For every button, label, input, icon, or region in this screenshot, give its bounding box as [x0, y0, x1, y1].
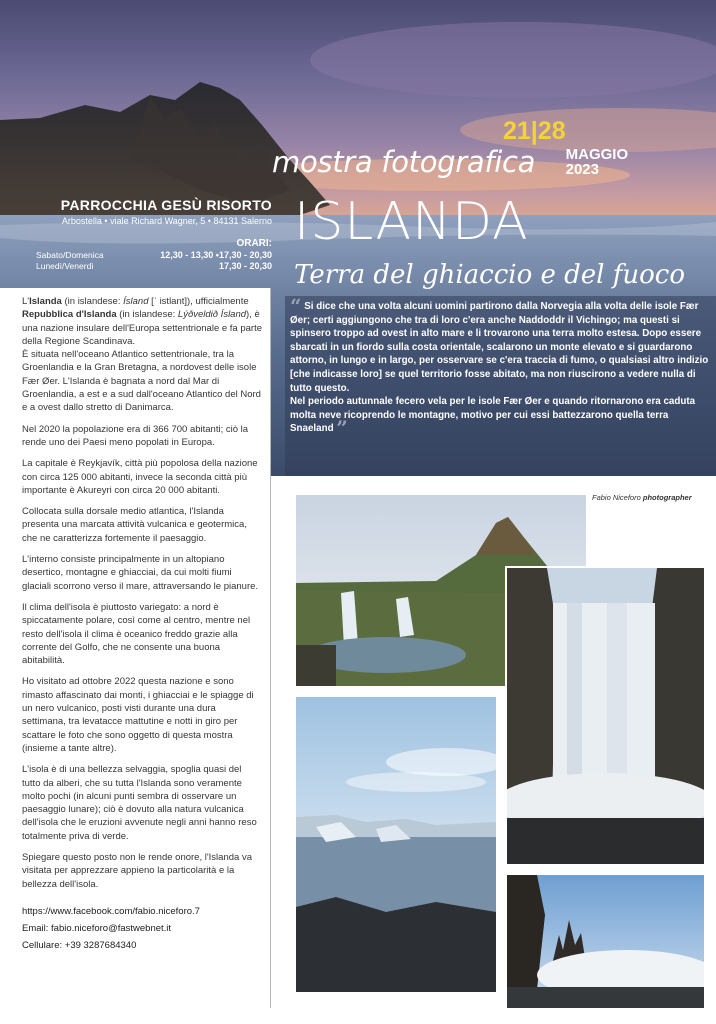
text: (in islandese:: [116, 309, 178, 321]
text: È situata nell'oceano Atlantico settentrionale, tra la Groenlandia e la Gran Bretagna, a nordovest delle isole Fær Øer. L'Islanda è bagnata a nord dal Mar di Groenlandia, a est e a sud dall'oceano Atlantico del Nord e a ovest dallo stretto di Danimarca.: [22, 349, 261, 414]
organizer-info: [36, 197, 272, 271]
open-quote-icon: “: [290, 294, 302, 318]
photo-waterfall: [505, 566, 706, 866]
article-intro: [22, 295, 262, 415]
italic-text: Ísland: [123, 296, 149, 307]
glacier-lagoon-image: [296, 697, 496, 992]
hours-times: 17,30 - 20,30: [218, 261, 272, 271]
waterfall-image: [507, 568, 704, 864]
article-paragraph: Spiegare questo posto non le rende onore, l'Islanda va visitata per apprezzare appieno la particolarità e la bellezza dell'isola.: [22, 851, 252, 890]
hours-row: [36, 250, 272, 260]
quote-paragraph: [290, 294, 710, 395]
hours-row: [36, 261, 272, 271]
quote-paragraph: [290, 395, 710, 441]
hours-days: Lunedì/Venerdì: [36, 261, 94, 271]
close-quote-icon: ”: [336, 416, 348, 441]
bold-text: Repubblica d'Islanda: [22, 309, 117, 321]
event-dates: [503, 117, 628, 177]
text: ), è una nazione insulare dell'Europa settentrionale e fa parte della Regione Scandinava.: [22, 309, 263, 347]
text: [ˈ istlant]), ufficialmente: [148, 296, 249, 307]
event-month: MAGGIO: [565, 146, 629, 163]
event-month-year: [566, 147, 629, 177]
contacts: [22, 903, 262, 954]
exhibition-title: ISLANDA: [294, 192, 529, 252]
quote-text: Si dice che una volta alcuni uomini partirono dalla Norvegia alla volta delle isole Fær Øer; certi aggiungono che tra di loro c'era anche Naddoddr il Vichingo; ma questi si spinsero troppo ad ovest in alto mare e li trovarono una terra molto estesa. Dopo essere sbarcati in un fiordo sulla costa orientale, scalarono un monte elevato e si guardarono attorno, in lungo e in largo, per osservare se c'era traccia di fumo, o qualsiasi altro indizio [che indicasse loro] se quel territorio fosse abitato, ma non riuscirono a vedere nulla di tutto questo.: [290, 301, 709, 394]
hours-title: ORARI:: [236, 238, 272, 249]
photo-black-beach: [505, 873, 706, 1010]
photographer-role: photographer: [642, 493, 692, 502]
organizer-address: Arbostella • viale Richard Wagner, 5 • 84131 Salerno: [61, 216, 272, 226]
event-label: mostra fotografica: [272, 145, 536, 179]
article-paragraph: Nel 2020 la popolazione era di 366 700 abitanti; ciò la rende uno dei Paesi meno popolati in Europa.: [22, 423, 249, 448]
article-paragraph: Ho visitato ad ottobre 2022 questa nazione e sono rimasto affascinato dai monti, i ghiacciai e le spiagge di un nero vulcanico, posti visti durante una dura settimana, tra levatacce mattutine e notti in giro per scattare le foto che sono oggetto di questa mostra (insieme a tante altre).: [22, 676, 254, 754]
bold-text: Islanda: [29, 296, 62, 307]
hours-days: Sabato/Domenica: [36, 250, 104, 260]
organizer-name: PARROCCHIA GESÙ RISORTO: [60, 197, 272, 213]
article-paragraph: L'interno consiste principalmente in un altopiano desertico, montagne e ghiacciai, da cui molti fiumi glaciali scorrono verso il mare, attraversando le pianure.: [22, 554, 259, 592]
quote-text: Nel periodo autunnale fecero vela per le isole Fær Øer e quando ritornarono era caduta molta neve ricoprendo le montagne, motivo per cui essi battezzarono quella terra Snaeland: [290, 396, 696, 435]
article-column: [0, 288, 271, 1008]
phone-number: Cellulare: +39 3287684340: [22, 939, 137, 951]
article-paragraph: L'isola è di una bellezza selvaggia, spoglia quasi del tutto da alberi, che su tutta l'Islanda sono veramente molto pochi (in alcuni punti sembra di osservare un paesaggio lunare); ciò è dovuto alla natura vulcanica dell'isola che le eruzioni avvenute negli anni hanno reso totalmente priva di verde.: [22, 764, 257, 842]
exhibition-subtitle: Terra del ghiaccio e del fuoco: [294, 260, 686, 290]
article-paragraph: Collocata sulla dorsale medio atlantica, l'Islanda presenta una marcata attività vulcanica e geotermica, che ne caratterizza fortemente il paesaggio.: [22, 506, 247, 544]
email-link[interactable]: Email: fabio.niceforo@fastwebnet.it: [22, 922, 172, 934]
text: (in islandese:: [61, 296, 124, 307]
text: L': [22, 296, 30, 307]
event-days: 21|28: [503, 117, 566, 145]
hours-times: 12,30 - 13,30 •17,30 - 20,30: [160, 250, 272, 260]
event-year: 2023: [565, 161, 599, 178]
article-paragraph: Il clima dell'isola è piuttosto variegato: a nord è spiccatamente polare, così come al centro, mentre nel resto dell'isola il clima è oceanico freddo grazie alla corrente del Golfo, che ne consente una buona abitabilità.: [22, 601, 251, 667]
legend-quote: [290, 294, 710, 441]
photo-glacier-lagoon: [296, 697, 496, 992]
photographer-credit: [592, 493, 692, 502]
photographer-name: Fabio Niceforo: [592, 493, 641, 502]
facebook-link[interactable]: https://www.facebook.com/fabio.niceforo.7: [22, 905, 200, 917]
article-paragraph: La capitale è Reykjavík, città più popolosa della nazione con circa 125 000 abitanti, invece la seconda città più importante è Akureyri con circa 20 000 abitanti.: [22, 458, 258, 496]
black-beach-image: [507, 875, 704, 1008]
italic-text: Lýðveldið Ísland: [177, 309, 247, 321]
